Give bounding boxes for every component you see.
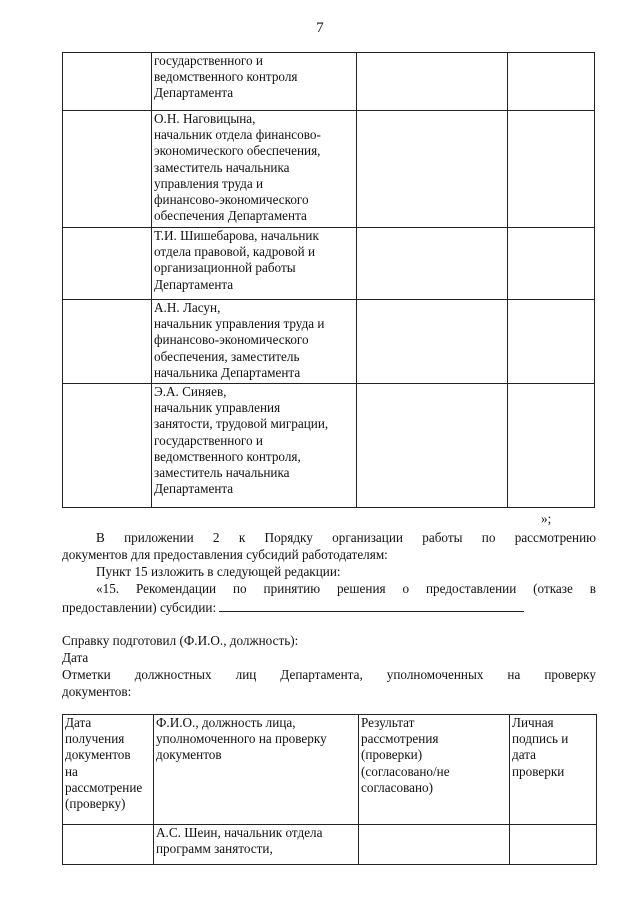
header-review-result: Результат рассмотрения (проверки) (согласовано/не согласовано) — [361, 715, 450, 795]
table-row — [63, 825, 597, 865]
table-header-row — [63, 715, 597, 825]
header-signature-date: Личная подпись и дата проверки — [512, 715, 569, 779]
table-cell — [508, 300, 595, 384]
verification-table — [62, 714, 597, 865]
table-row — [63, 384, 595, 508]
table-cell — [357, 300, 508, 384]
recommendation-blank-line — [219, 598, 524, 612]
paragraph-recommendation-line1: «15. Рекомендации по принятию решения о предоставлении (отказе в — [96, 581, 596, 596]
official-entry: О.Н. Наговицына, начальник отдела финансово- экономического обеспечения, заместитель начальника управления труда и финансово-экономического обеспечения Департамента — [154, 111, 321, 224]
official-entry: А.Н. Ласун, начальник управления труда и финансово-экономического обеспечения, заместитель начальника Департамента — [154, 300, 325, 380]
table-cell — [63, 53, 152, 111]
paragraph-item15: Пункт 15 изложить в следующей редакции: — [96, 564, 341, 579]
marks-line1: Отметки должностных лиц Департамента, уполномоченных на проверку — [62, 667, 596, 682]
paragraph-appendix-line2: документов для предоставления субсидий работодателям: — [62, 547, 388, 562]
table-cell — [63, 111, 152, 228]
table-header-cell — [154, 715, 359, 825]
header-date-received: Дата получения документов на рассмотрение (проверку) — [65, 715, 143, 812]
table-cell — [63, 825, 154, 865]
table-cell — [152, 228, 357, 300]
table-cell — [508, 111, 595, 228]
date-label: Дата — [62, 650, 89, 665]
table-cell — [152, 300, 357, 384]
table-cell — [152, 53, 357, 111]
prepared-by-label: Справку подготовил (Ф.И.О., должность): — [62, 633, 299, 648]
table-row — [63, 53, 595, 111]
page-number: 7 — [316, 20, 324, 36]
table-cell — [508, 384, 595, 508]
table-cell — [508, 228, 595, 300]
header-official-name: Ф.И.О., должность лица, уполномоченного на проверку документов — [156, 715, 327, 763]
table-row — [63, 300, 595, 384]
table-cell — [357, 111, 508, 228]
table-cell — [357, 228, 508, 300]
table-header-cell — [359, 715, 510, 825]
official-entry: Э.А. Синяев, начальник управления занятости, трудовой миграции, государственного и ведомственного контроля, заместитель начальника Департамента — [154, 384, 329, 497]
table-cell — [152, 111, 357, 228]
paragraph-appendix-line1: В приложении 2 к Порядку организации работы по рассмотрению — [96, 530, 596, 545]
table-cell — [152, 384, 357, 508]
table-cell — [510, 825, 597, 865]
official-entry: Т.И. Шишебарова, начальник отдела правовой, кадровой и организационной работы Департамента — [154, 228, 319, 292]
table-cell — [63, 300, 152, 384]
table-row — [63, 111, 595, 228]
official-entry: А.С. Шеин, начальник отдела программ занятости, — [156, 825, 323, 857]
closing-quote: »; — [541, 511, 552, 526]
paragraph-recommendation-line2 — [62, 598, 524, 616]
table-cell — [508, 53, 595, 111]
table-cell — [154, 825, 359, 865]
table-row — [63, 228, 595, 300]
marks-line2: документов: — [62, 684, 132, 699]
table-cell — [63, 384, 152, 508]
table-cell — [63, 228, 152, 300]
official-entry: государственного и ведомственного контроля Департамента — [154, 53, 298, 101]
table-cell — [357, 53, 508, 111]
approval-table — [62, 52, 595, 508]
table-header-cell — [63, 715, 154, 825]
recommendation-text: предоставлении) субсидии: — [62, 600, 217, 615]
table-cell — [357, 384, 508, 508]
table-header-cell — [510, 715, 597, 825]
table-cell — [359, 825, 510, 865]
